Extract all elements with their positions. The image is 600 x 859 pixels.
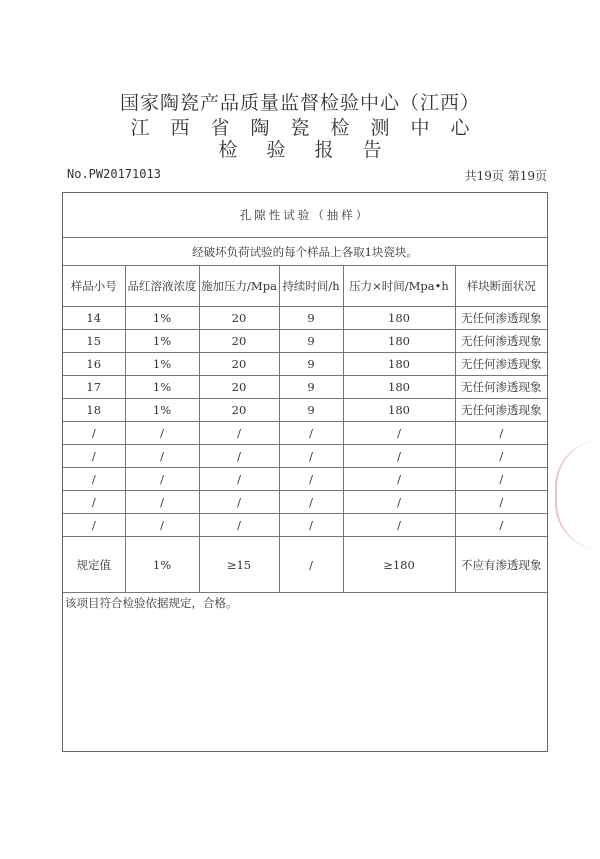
table-cell: / <box>63 514 125 537</box>
table-cell: 1% <box>125 330 199 353</box>
table-cell: / <box>279 491 343 514</box>
table-cell: / <box>279 445 343 468</box>
report-title-line3: 检验报告 <box>218 139 411 161</box>
table-cell: 9 <box>279 376 343 399</box>
table-cell: 20 <box>199 399 279 422</box>
conclusion-text: 该项目符合检验依据规定，合格。 <box>63 593 547 614</box>
porosity-test-table <box>63 193 547 613</box>
standard-row <box>63 537 547 593</box>
standard-cell: 规定值 <box>63 537 125 593</box>
table-cell: / <box>199 468 279 491</box>
table-cell: / <box>63 491 125 514</box>
table-cell: / <box>455 514 547 537</box>
table-cell: 9 <box>279 353 343 376</box>
table-cell: 9 <box>279 330 343 353</box>
table-cell: / <box>125 422 199 445</box>
standard-cell: / <box>279 537 343 593</box>
table-cell: / <box>455 445 547 468</box>
column-header: 压力×时间/Mpa•h <box>343 266 455 307</box>
table-cell: / <box>455 491 547 514</box>
table-cell: 1% <box>125 307 199 330</box>
column-header: 样块断面状况 <box>455 266 547 307</box>
table-cell: / <box>343 445 455 468</box>
table-cell: / <box>199 445 279 468</box>
standard-cell: ≥180 <box>343 537 455 593</box>
table-row <box>63 376 547 399</box>
column-header: 品红溶液浓度 <box>125 266 199 307</box>
table-row <box>63 445 547 468</box>
table-cell: 180 <box>343 330 455 353</box>
table-cell: / <box>199 491 279 514</box>
test-title: 孔隙性试验（抽样） <box>63 193 547 238</box>
table-cell: / <box>343 468 455 491</box>
table-cell: 无任何渗透现象 <box>455 399 547 422</box>
table-cell: 1% <box>125 353 199 376</box>
table-cell: 180 <box>343 307 455 330</box>
table-cell: / <box>343 422 455 445</box>
table-cell: 20 <box>199 330 279 353</box>
table-cell: 9 <box>279 307 343 330</box>
table-cell: 180 <box>343 376 455 399</box>
report-title-line2: 江西省陶瓷检测中心 <box>130 117 491 139</box>
table-row <box>63 353 547 376</box>
table-cell: 1% <box>125 376 199 399</box>
table-row <box>63 422 547 445</box>
table-cell: / <box>455 422 547 445</box>
table-cell: 1% <box>125 399 199 422</box>
report-frame <box>62 192 548 752</box>
table-cell: 无任何渗透现象 <box>455 330 547 353</box>
table-row <box>63 307 547 330</box>
table-row <box>63 514 547 537</box>
test-note-row <box>63 238 547 266</box>
table-cell: / <box>455 468 547 491</box>
table-cell: / <box>125 445 199 468</box>
table-cell: / <box>279 422 343 445</box>
table-cell: / <box>279 468 343 491</box>
table-cell: 18 <box>63 399 125 422</box>
table-cell: 20 <box>199 353 279 376</box>
table-cell: / <box>199 514 279 537</box>
table-row <box>63 491 547 514</box>
conclusion-row <box>63 593 547 614</box>
table-cell: / <box>199 422 279 445</box>
table-header-row <box>63 266 547 307</box>
test-note: 经破坏负荷试验的每个样品上各取1块瓷块。 <box>63 238 547 266</box>
table-cell: / <box>279 514 343 537</box>
table-cell: 16 <box>63 353 125 376</box>
table-cell: / <box>125 468 199 491</box>
table-cell: 无任何渗透现象 <box>455 353 547 376</box>
table-cell: / <box>125 491 199 514</box>
table-cell: 20 <box>199 307 279 330</box>
page-indicator: 共19页 第19页 <box>464 169 547 183</box>
table-cell: 14 <box>63 307 125 330</box>
table-cell: 17 <box>63 376 125 399</box>
report-title-line1: 国家陶瓷产品质量监督检验中心（江西） <box>119 92 480 114</box>
table-cell: 无任何渗透现象 <box>455 307 547 330</box>
table-cell: / <box>63 445 125 468</box>
table-cell: 无任何渗透现象 <box>455 376 547 399</box>
test-title-row <box>63 193 547 238</box>
table-cell: / <box>343 491 455 514</box>
table-cell: 180 <box>343 353 455 376</box>
table-cell: 20 <box>199 376 279 399</box>
table-cell: 9 <box>279 399 343 422</box>
column-header: 施加压力/Mpa <box>199 266 279 307</box>
standard-cell: ≥15 <box>199 537 279 593</box>
document-number: No.PW20171013 <box>67 167 161 181</box>
table-cell: / <box>63 422 125 445</box>
column-header: 样品小号 <box>63 266 125 307</box>
table-row <box>63 399 547 422</box>
table-cell: / <box>63 468 125 491</box>
table-cell: 180 <box>343 399 455 422</box>
table-cell: / <box>343 514 455 537</box>
seal-stamp-edge <box>555 440 600 550</box>
column-header: 持续时间/h <box>279 266 343 307</box>
table-row <box>63 468 547 491</box>
table-row <box>63 330 547 353</box>
table-cell: 15 <box>63 330 125 353</box>
table-cell: / <box>125 514 199 537</box>
standard-cell: 不应有渗透现象 <box>455 537 547 593</box>
standard-cell: 1% <box>125 537 199 593</box>
